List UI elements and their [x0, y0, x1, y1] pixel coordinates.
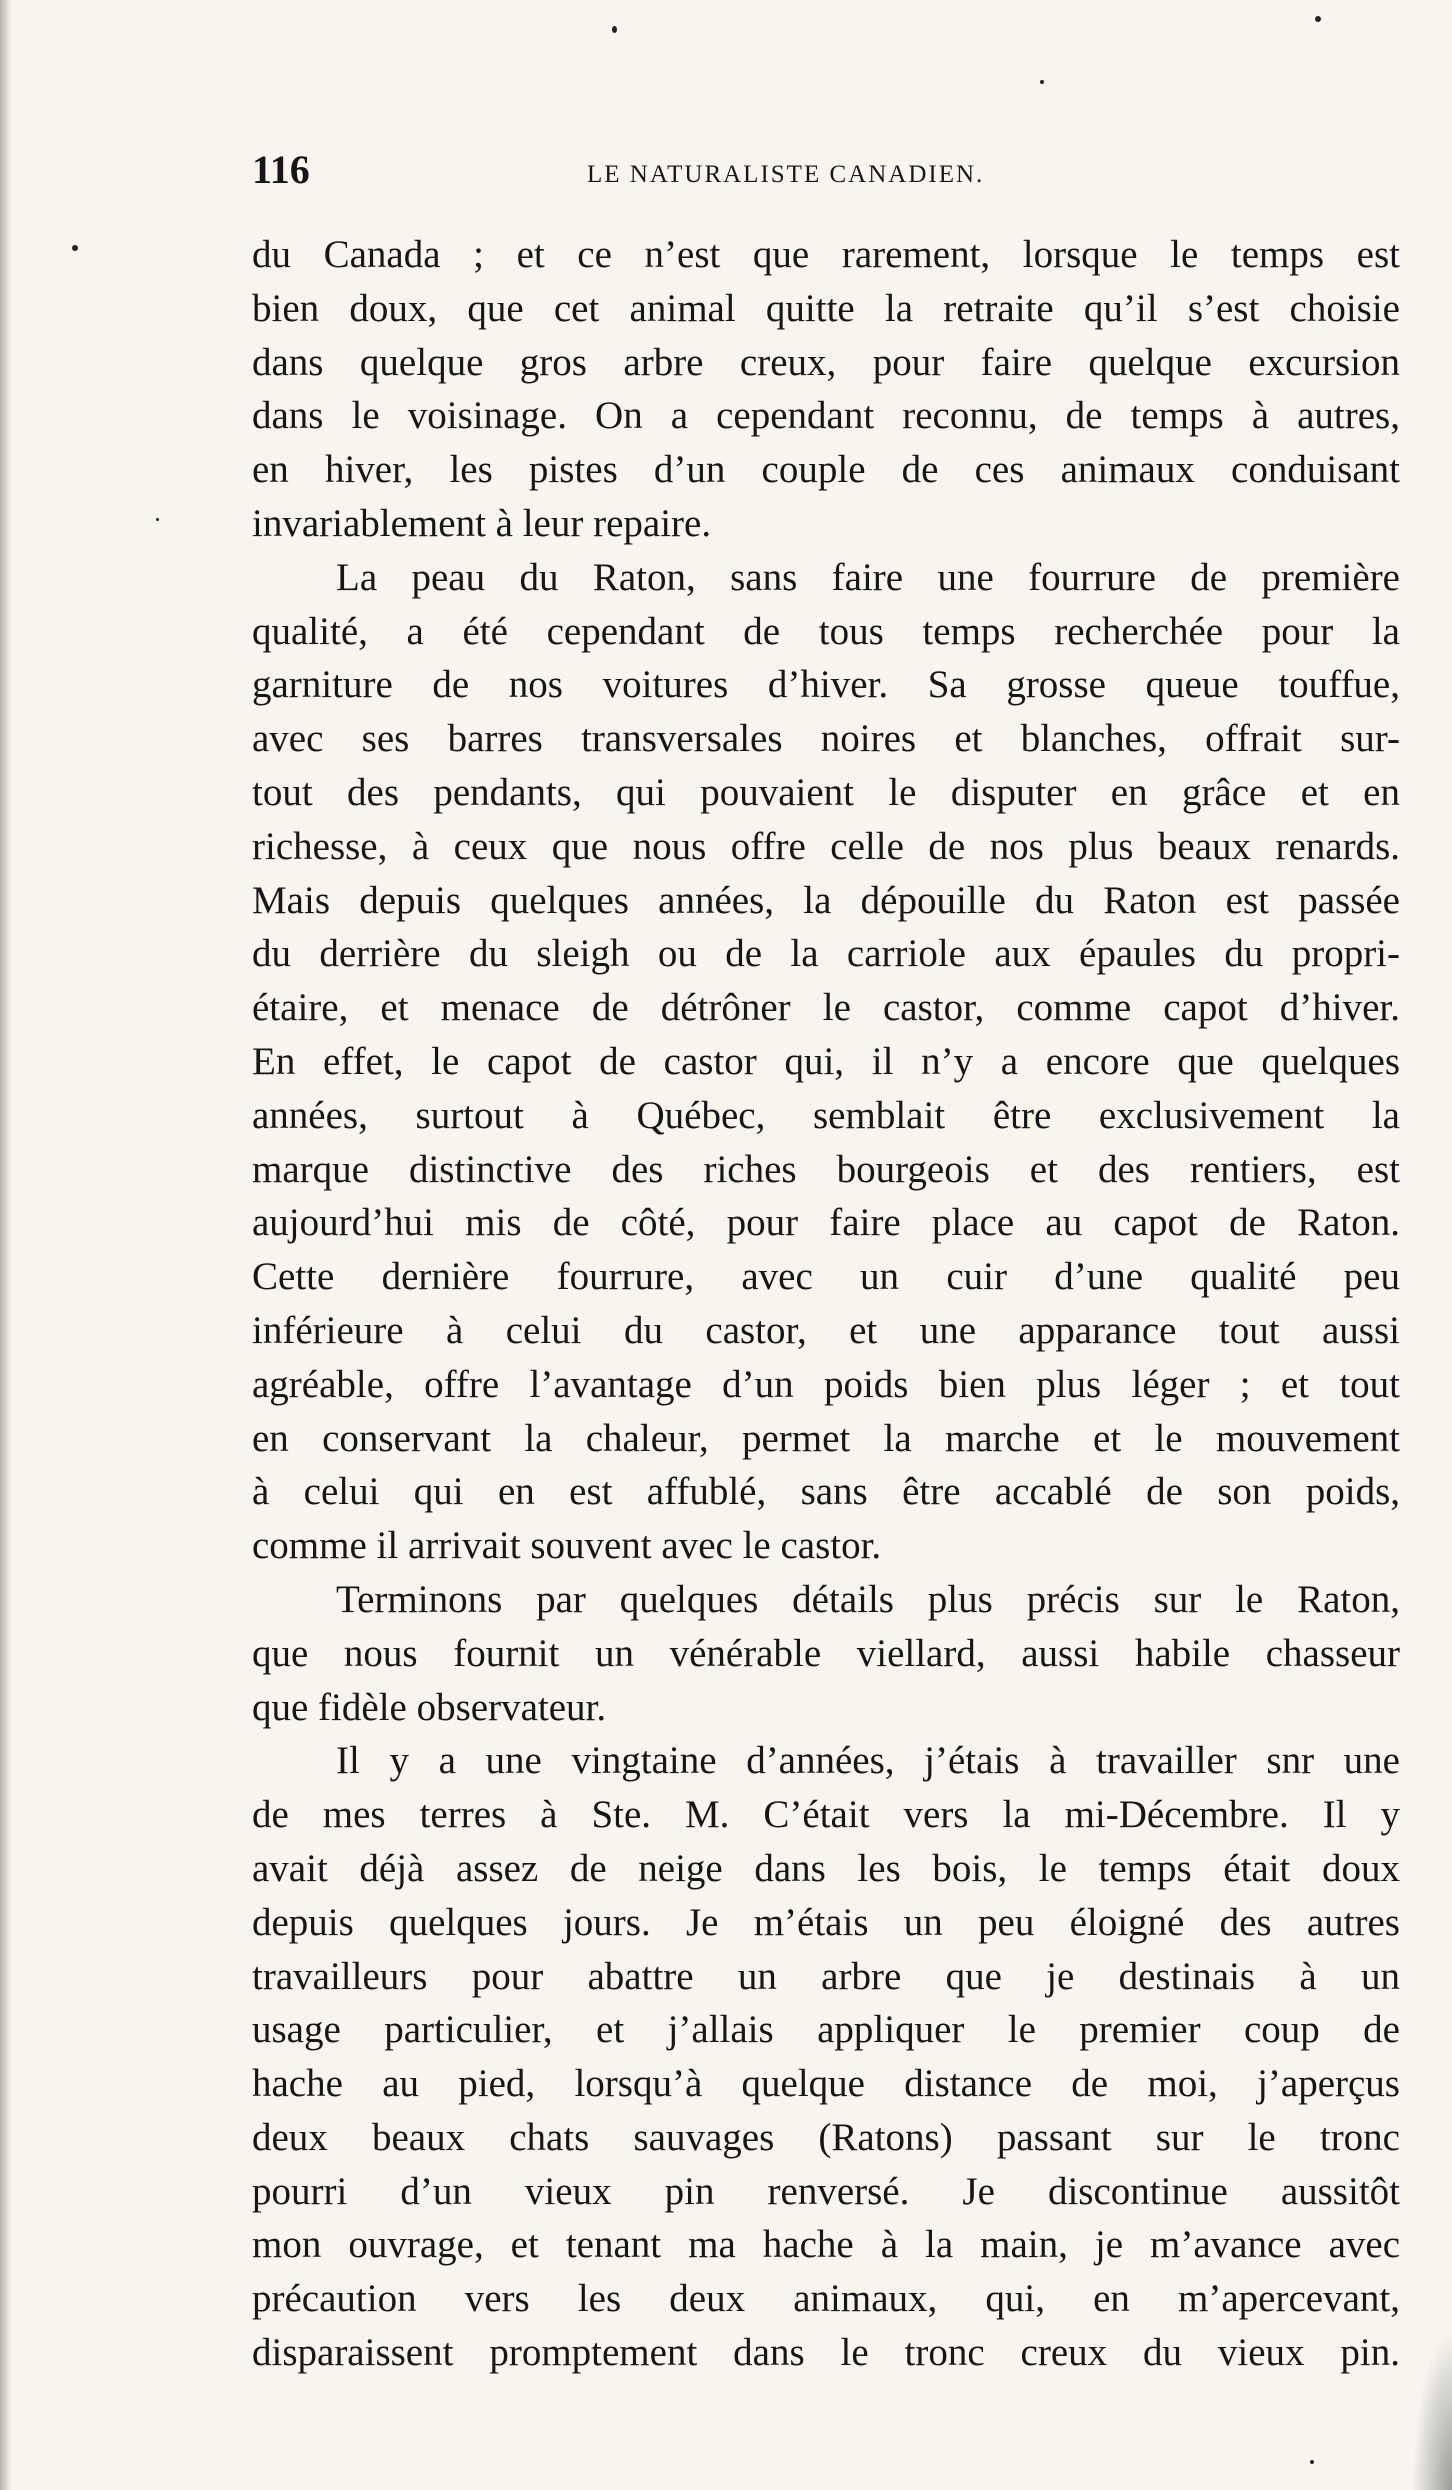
text-line: à celui qui en est affublé, sans être accablé de son poids,	[252, 1470, 1400, 1514]
ink-speck	[1315, 16, 1321, 22]
text-line: hache au pied, lorsqu’à quelque distance de moi, j’aperçus	[252, 2062, 1400, 2106]
text-line: depuis quelques jours. Je m’étais un peu éloigné des autres	[252, 1900, 1400, 1944]
text-line: Il y a une vingtaine d’années, j’étais à travailler snr une	[336, 1739, 1400, 1783]
text-line: que nous fournit un vénérable viellard, aussi habile chasseur	[252, 1631, 1400, 1675]
text-line: précaution vers les deux animaux, qui, en m’apercevant,	[252, 2277, 1400, 2321]
text-line: étaire, et menace de détrôner le castor, comme capot d’hiver.	[252, 986, 1400, 1030]
page-header	[252, 147, 1400, 192]
text-line: usage particulier, et j’allais appliquer le premier coup de	[252, 2008, 1400, 2052]
text-line: travailleurs pour abattre un arbre que je destinais à un	[252, 1954, 1400, 1998]
text-line: deux beaux chats sauvages (Ratons) passant sur le tronc	[252, 2115, 1400, 2159]
text-line: invariablement à leur repaire.	[252, 501, 712, 545]
text-line: du derrière du sleigh ou de la carriole aux épaules du propri-	[252, 932, 1400, 976]
page-edge-shadow	[0, 0, 12, 2490]
body-text	[252, 228, 1400, 2380]
text-line: marque distinctive des riches bourgeois et des rentiers, est	[252, 1147, 1400, 1191]
text-line: avec ses barres transversales noires et blanches, offrait sur-	[252, 717, 1400, 761]
text-line: richesse, à ceux que nous offre celle de nos plus beaux renards.	[252, 824, 1400, 868]
text-line: disparaissent promptement dans le tronc creux du vieux pin.	[252, 2331, 1400, 2375]
ink-speck	[156, 518, 159, 521]
text-line: en hiver, les pistes d’un couple de ces animaux conduisant	[252, 448, 1400, 492]
page-number: 116	[252, 147, 310, 192]
ink-speck	[72, 245, 78, 251]
text-line: dans quelque gros arbre creux, pour faire quelque excursion	[252, 340, 1400, 384]
text-line: que fidèle observateur.	[252, 1685, 607, 1729]
text-line: Mais depuis quelques années, la dépouille du Raton est passée	[252, 878, 1400, 922]
text-line: de mes terres à Ste. M. C’était vers la mi-Décembre. Il y	[252, 1793, 1400, 1837]
ink-speck	[612, 26, 617, 33]
ink-speck	[1040, 80, 1044, 84]
text-line: mon ouvrage, et tenant ma hache à la main, je m’avance avec	[252, 2223, 1400, 2267]
text-line: dans le voisinage. On a cependant reconnu, de temps à autres,	[252, 394, 1400, 438]
text-line: Cette dernière fourrure, avec un cuir d’une qualité peu	[252, 1255, 1400, 1299]
text-line: agréable, offre l’avantage d’un poids bien plus léger ; et tout	[252, 1362, 1400, 1406]
text-line: années, surtout à Québec, semblait être exclusivement la	[252, 1093, 1400, 1137]
text-line: aujourd’hui mis de côté, pour faire place au capot de Raton.	[252, 1201, 1400, 1245]
text-line: La peau du Raton, sans faire une fourrure de première	[336, 555, 1400, 599]
ink-speck	[1310, 2460, 1314, 2464]
text-line: avait déjà assez de neige dans les bois, le temps était doux	[252, 1846, 1400, 1890]
text-line: tout des pendants, qui pouvaient le disputer en grâce et en	[252, 770, 1400, 814]
text-line: inférieure à celui du castor, et une apparance tout aussi	[252, 1308, 1400, 1352]
text-line: pourri d’un vieux pin renversé. Je discontinue aussitôt	[252, 2169, 1400, 2213]
text-line: Terminons par quelques détails plus précis sur le Raton,	[336, 1577, 1400, 1621]
text-line: bien doux, que cet animal quitte la retraite qu’il s’est choisie	[252, 286, 1400, 330]
text-line: du Canada ; et ce n’est que rarement, lorsque le temps est	[252, 233, 1400, 276]
text-line: qualité, a été cependant de tous temps recherchée pour la	[252, 609, 1400, 653]
running-head: LE NATURALISTE CANADIEN.	[587, 161, 985, 188]
text-line: garniture de nos voitures d’hiver. Sa grosse queue touffue,	[252, 663, 1400, 707]
text-line: En effet, le capot de castor qui, il n’y a encore que quelques	[252, 1039, 1400, 1083]
page-corner-smudge	[1412, 2330, 1452, 2490]
text-line: comme il arrivait souvent avec le castor.	[252, 1524, 882, 1568]
text-line: en conservant la chaleur, permet la marche et le mouvement	[252, 1416, 1400, 1460]
